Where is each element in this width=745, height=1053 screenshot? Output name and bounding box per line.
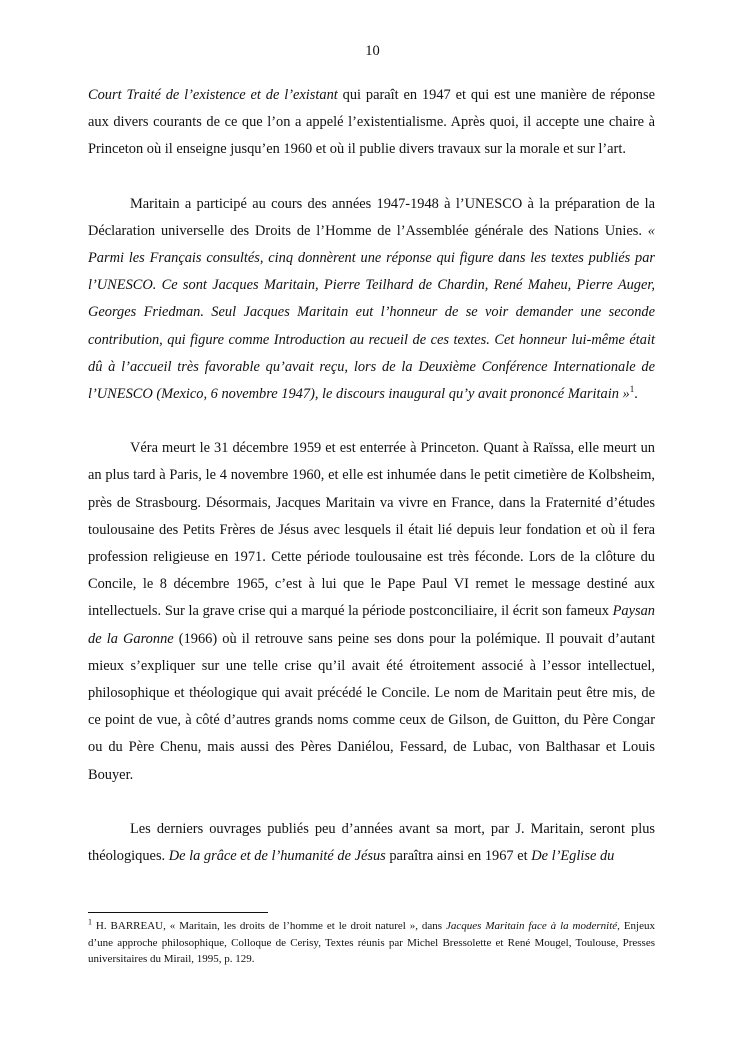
body-text xyxy=(88,82,655,870)
paragraph-text: paraîtra ainsi en 1967 et xyxy=(385,848,532,865)
footnote-text: Enjeux d’une approche philosophique, Colloque de Cerisy, Textes réunis par Michel Bressolette et René Mougel, Toulouse, Presses universitaires du Mirail, 1995, p. 129. xyxy=(88,920,655,965)
footnote-text: H. BARREAU, « Maritain, les droits de l’homme et le droit naturel », dans xyxy=(92,920,446,932)
footnote xyxy=(88,918,655,968)
footnote-title: Jacques Maritain face à la modernité, xyxy=(446,920,620,932)
paragraph-text: qui paraît en 1947 et qui est une manière de réponse aux divers courants de ce que l’on a appelé l’existentialisme. Après quoi, il accepte une chaire à Princeton où il enseigne jusqu’en 1960 et où il publie divers travaux sur la morale et sur l’art. xyxy=(88,87,655,158)
paragraph-text: (1966) où il retrouve sans peine ses dons pour la polémique. Il pouvait d’autant mieux s’expliquer sur une telle crise qu’il avait été étroitement associé à l’essor intellectuel, philosophique et théologique qui avait précédé le Concile. Le nom de Maritain peut être mis, de ce point de vue, à côté d’autres grands noms comme ceux de Gilson, de Guitton, du Père Congar ou du Père Chenu, mais aussi des Pères Daniélou, Fessard, de Lubac, von Balthasar et Louis Bouyer. xyxy=(88,630,655,783)
footnote-reference[interactable]: 1 xyxy=(629,384,635,395)
paragraph-text: Véra meurt le 31 décembre 1959 et est enterrée à Princeton. Quant à Raïssa, elle meurt un an plus tard à Paris, le 4 novembre 1960, et elle est inhumée dans le petit cimetière de Kolbsheim, près de Strasbourg. Désormais, Jacques Maritain va vivre en France, dans la Fraternité d’études toulousaine des Petits Frères de Jésus avec lesquels il était lié depuis leur fondation et où il fera profession religieuse en 1971. Cette période toulousaine est très féconde. Lors de la clôture du Concile, le 8 décembre 1965, c’est à lui que le Pape Paul VI remet le message destiné aux intellectuels. Sur la grave crise qui a marqué la période postconciliaire, il écrit son fameux xyxy=(88,440,655,620)
book-title: Paysan de la Garonne xyxy=(88,603,655,647)
paragraph-2 xyxy=(88,191,655,409)
footnote-number: 1 xyxy=(88,917,92,927)
paragraph-4 xyxy=(88,816,655,870)
paragraph-text: Les derniers ouvrages publiés peu d’années avant sa mort, par J. Maritain, seront plus théologiques. xyxy=(88,820,655,865)
paragraph-text: . xyxy=(634,386,638,403)
book-title: De la grâce et de l’humanité de Jésus xyxy=(168,848,386,865)
footnote-separator xyxy=(88,912,268,913)
paragraph-3 xyxy=(88,435,655,789)
book-title: De l’Eglise du xyxy=(531,848,615,865)
book-title: Court Traité de l’existence et de l’existant xyxy=(88,87,338,103)
quotation: « Parmi les Français consultés, cinq donnèrent une réponse qui figure dans les textes publiés par l’UNESCO. Ce sont Jacques Maritain, Pierre Teilhard de Chardin, René Maheu, Pierre Auger, Georges Friedman. Seul Jacques Maritain eut l’honneur de se voir demander une seconde contribution, qui figure comme Introduction au recueil de ces textes. Cet honneur lui-même était dû à l’accueil très favorable qu’avait reçu, lors de la Deuxième Conférence Internationale de l’UNESCO (Mexico, 6 novembre 1947), le discours inaugural qu’y avait prononcé Maritain » xyxy=(88,222,655,403)
paragraph-text: Maritain a participé au cours des années 1947-1948 à l’UNESCO à la préparation de la Déclaration universelle des Droits de l’Homme de l’Assemblée générale des Nations Unies. xyxy=(88,195,655,239)
page-number: 10 xyxy=(365,43,380,59)
paragraph-1 xyxy=(88,82,655,164)
